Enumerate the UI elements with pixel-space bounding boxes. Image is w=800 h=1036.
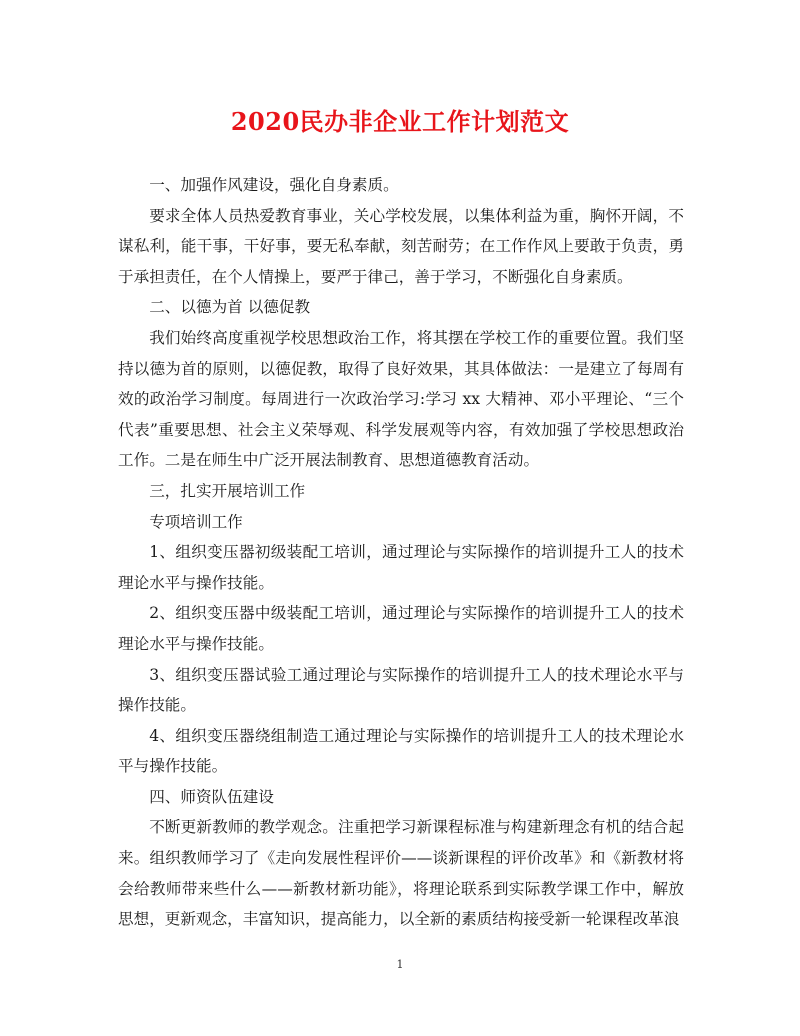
list-item: 3、组织变压器试验工通过理论与实际操作的培训提升工人的技术理论水平与操作技能。 (118, 665, 684, 715)
paragraph: 不断更新教师的教学观念。注重把学习新课程标准与构建新理念有机的结合起来。组织教师学习了《走向发展性程评价——谈新课程的评价改革》和《新教材将会给教师带来些什么——新教材新功能》，将理论联系到实际教学课工作中，解放思想，更新观念，丰富知识，提高能力，以全新的素质结构接受新一轮课程改革浪 (118, 818, 684, 929)
heading-4: 四、师资队伍建设 (149, 787, 274, 806)
list-item: 1、组织变压器初级装配工培训，通过理论与实际操作的培训提升工人的技术理论水平与操作技能。 (118, 543, 684, 592)
paragraph: 要求全体人员热爱教育事业，关心学校发展，以集体利益为重，胸怀开阔，不谋私利，能干事，干好事，要无私奉献，刻苦耐劳；在工作作风上要敢于负责，勇于承担责任，在个人情操上，要严于律己，善于学习，不断强化自身素质。 (118, 206, 684, 286)
page-number: 1 (396, 958, 404, 971)
document-body (118, 170, 684, 935)
subheading: 专项培训工作 (149, 512, 243, 531)
heading-3: 三，扎实开展培训工作 (149, 481, 306, 500)
heading-2: 二、以德为首 以德促教 (149, 298, 311, 317)
list-item: 2、组织变压器中级装配工培训，通过理论与实际操作的培训提升工人的技术理论水平与操作技能。 (118, 604, 684, 653)
document-title: 2020民办非企业工作计划范文 (230, 107, 570, 136)
paragraph: 我们始终高度重视学校思想政治工作，将其摆在学校工作的重要位置。我们坚持以德为首的原则，以德促教，取得了良好效果，其具体做法：一是建立了每周有效的政治学习制度。每周进行一次政治学习:学习 xx 大精神、邓小平理论、“三个代表”重要思想、社会主义荣辱观、科学发展观等内容，有效加强了学校思想政治工作。二是在师生中广泛开展法制教育、思想道德教育活动。 (118, 328, 684, 470)
list-item: 4、组织变压器绕组制造工通过理论与实际操作的培训提升工人的技术理论水平与操作技能。 (118, 726, 684, 776)
heading-1: 一、加强作风建设，强化自身素质。 (149, 176, 399, 194)
